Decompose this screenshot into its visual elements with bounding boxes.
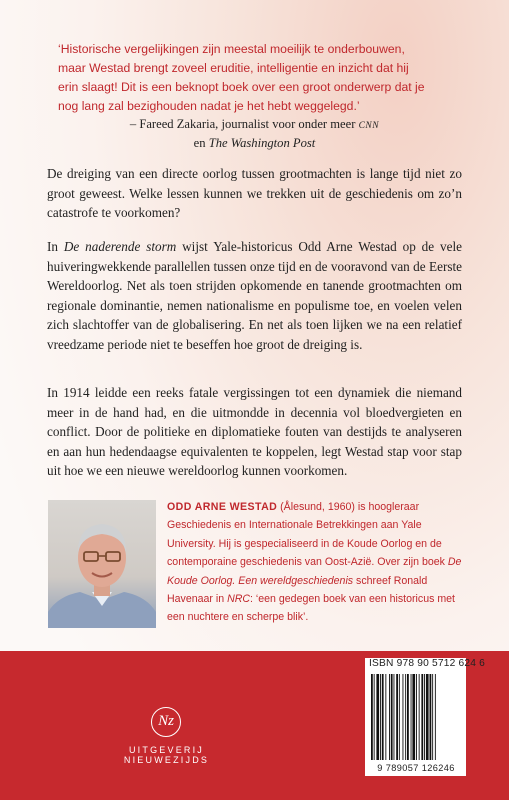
barcode-digits: 9 789057 126246 <box>377 763 455 773</box>
barcode-bar <box>407 674 409 760</box>
bio-text <box>167 498 467 627</box>
quote-line: erin slaagt! Dit is een beknopt boek over een groot onderwerp dat je <box>58 80 425 94</box>
barcode-bar <box>411 674 412 760</box>
paragraph-text: De dreiging van een directe oorlog tussen grootmachten is lange tijd niet zo groot geweest. Welke lessen kunnen we trekken uit de geschiedenis om zo’n catastrofe te voorkomen? <box>47 166 462 220</box>
quote-attribution <box>0 116 509 152</box>
barcode-bar <box>391 674 393 760</box>
review-quote <box>58 40 458 116</box>
barcode-bar <box>376 674 379 760</box>
blurb-paragraph-3 <box>47 383 462 481</box>
barcode-bar <box>380 674 381 760</box>
paragraph-rest: wijst Yale-historicus Odd Arne Westad op de vele huiveringwekkende parallellen tussen onze tijd en de vooravond van de Eerste Wereldoorlog. Net als toen strijden opkomende en tanende grootmachten om regionale dominantie, nemen nationalisme en populisme toe, en voelen velen zich slachtoffer van de globalisering. En net als toen lijken we na een relatief vreedzame periode niet te beseffen hoe groot de dreiging is. <box>47 239 462 352</box>
barcode-bar <box>394 674 395 760</box>
book-title: De naderende storm <box>63 239 177 254</box>
barcode-bar <box>424 674 425 760</box>
barcode-bar <box>403 674 404 760</box>
attribution-line <box>0 135 509 152</box>
quote-line: nog lang zal bezighouden nadat je het hebt weggelegd.’ <box>58 99 360 113</box>
paragraph-prefix: In <box>47 239 64 254</box>
bio-part: : ‘een gedegen boek van een historicus met een nuchtere en scherpe blik’. <box>167 593 455 624</box>
barcode-bar <box>382 674 384 760</box>
bio-part: schreef Ronald Havenaar in <box>167 574 428 606</box>
barcode-bar <box>385 674 386 760</box>
barcode-bar <box>435 674 436 760</box>
barcode-bar <box>389 674 390 760</box>
blurb-paragraph-1 <box>47 164 462 223</box>
barcode-bar <box>432 674 433 760</box>
barcode-bar <box>416 674 417 760</box>
attribution-cnn: CNN <box>358 121 380 131</box>
attribution-publication: The Washington Post <box>208 136 316 150</box>
publisher-logo: Nz <box>151 707 181 737</box>
quote-line: maar Westad brengt zoveel eruditie, intelligentie en inzicht dat hij <box>58 61 409 75</box>
bio-newspaper: NRC <box>227 593 251 606</box>
bio-part: (Ålesund, 1960) is hoogleraar Geschiedenis en Internationale Betrekkingen aan Yale University. Hij is gespecialiseerd in de Koude Oorlog en de contemporaine geschiedenis van Oost-Azië. Over zijn boek <box>167 501 448 569</box>
barcode-icon <box>370 674 462 762</box>
barcode-bar <box>419 674 420 760</box>
author-bio <box>167 498 467 627</box>
barcode-bar <box>371 674 373 760</box>
author-name: ODD ARNE WESTAD <box>167 501 278 513</box>
publisher-name: UITGEVERIJ NIEUWEZIJDS <box>123 745 210 765</box>
barcode-bar <box>421 674 423 760</box>
barcode-bar <box>374 674 375 760</box>
blurb-paragraph-2 <box>47 237 462 354</box>
barcode-bar <box>426 674 429 760</box>
attribution-text: – Fareed Zakaria, journalist voor onder meer <box>129 117 356 131</box>
quote-line: ‘Historische vergelijkingen zijn meestal moeilijk te onderbouwen, <box>58 42 405 56</box>
paragraph-text <box>47 237 462 354</box>
barcode-bar <box>430 674 432 760</box>
bio-book-title: De Koude Oorlog. Een wereldgeschiedenis <box>167 556 462 587</box>
author-portrait-illustration <box>48 500 156 628</box>
paragraph-text: In 1914 leidde een reeks fatale vergissingen tot een dynamiek die niemand meer in de hand had, en die uitmondde in decennia vol bloedvergieten en conflict. Door de politieke en diplomatieke fouten van destijds te analyseren en aan hun hedendaagse equivalenten te koppelen, legt Westad stap voor stap uit hoe we een nieuwe wereldoorlog kunnen voorkomen. <box>47 385 462 478</box>
barcode-bar <box>399 674 400 760</box>
isbn-label: ISBN 978 90 5712 624 6 <box>369 658 485 669</box>
attribution-en: en <box>193 136 206 150</box>
barcode-bar <box>405 674 406 760</box>
barcode-bar <box>412 674 415 760</box>
author-photo <box>48 500 156 628</box>
attribution-line <box>0 116 509 135</box>
barcode-bar <box>396 674 398 760</box>
